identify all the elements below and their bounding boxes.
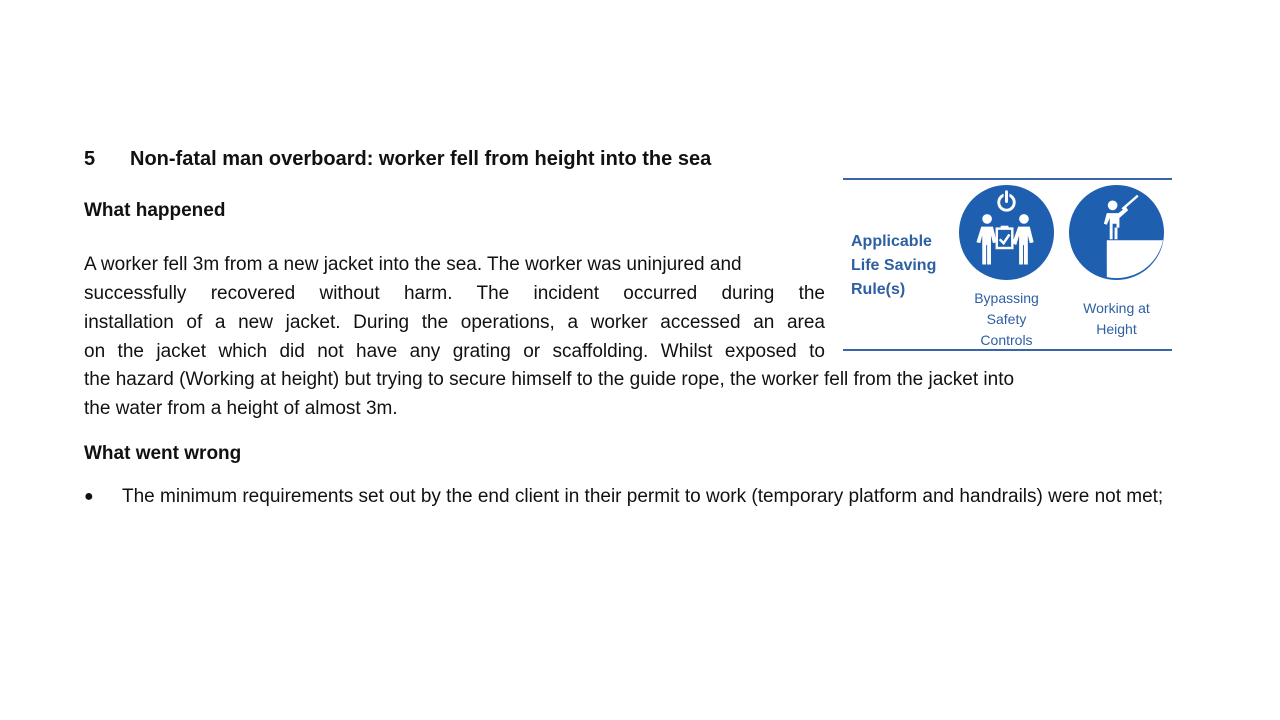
panel-bottom-rule — [843, 349, 1172, 351]
paragraph-line: installation of a new jacket. During the operations, a worker accessed an area — [84, 312, 825, 333]
what-happened-paragraph-full — [84, 365, 1172, 423]
list-item — [84, 482, 1184, 511]
title-line: Applicable — [851, 233, 932, 250]
bypassing-safety-controls-icon — [958, 184, 1055, 281]
paragraph-line: A worker fell 3m from a new jacket into the sea. The worker was uninjured and — [84, 254, 742, 275]
label-line: Safety — [986, 311, 1027, 327]
label-line: Height — [1096, 321, 1137, 337]
title-line: Rule(s) — [851, 281, 906, 298]
section-heading — [84, 148, 711, 171]
what-happened-heading: What happened — [84, 200, 226, 221]
panel-top-rule — [843, 178, 1172, 180]
life-saving-rules-title — [851, 230, 961, 302]
paragraph-line: successfully recovered without harm. The incident occurred during the — [84, 283, 825, 304]
bypassing-safety-controls-label — [958, 288, 1055, 351]
life-saving-rules-panel — [843, 178, 1172, 351]
paragraph-line: the water from a height of almost 3m. — [84, 398, 398, 419]
what-went-wrong-list — [84, 482, 1184, 511]
what-went-wrong-heading: What went wrong — [84, 443, 242, 464]
label-line: Working at — [1083, 300, 1150, 316]
what-happened-paragraph-wrapped — [84, 250, 825, 366]
paragraph-line: on the jacket which did not have any grating or scaffolding. Whilst exposed to — [84, 341, 825, 362]
list-item-text: The minimum requirements set out by the end client in their permit to work (temporary platform and handrails) were not met; — [122, 486, 1164, 507]
title-line: Life Saving — [851, 257, 937, 274]
paragraph-line: the hazard (Working at height) but trying to secure himself to the guide rope, the worker fell from the jacket into — [84, 369, 1015, 390]
bullet-icon: ● — [84, 488, 94, 505]
working-at-height-icon — [1068, 184, 1165, 281]
section-title: Non-fatal man overboard: worker fell from height into the sea — [130, 148, 712, 170]
section-number: 5 — [84, 148, 96, 170]
label-line: Controls — [980, 332, 1033, 348]
label-line: Bypassing — [974, 290, 1039, 306]
working-at-height-label — [1066, 298, 1167, 340]
